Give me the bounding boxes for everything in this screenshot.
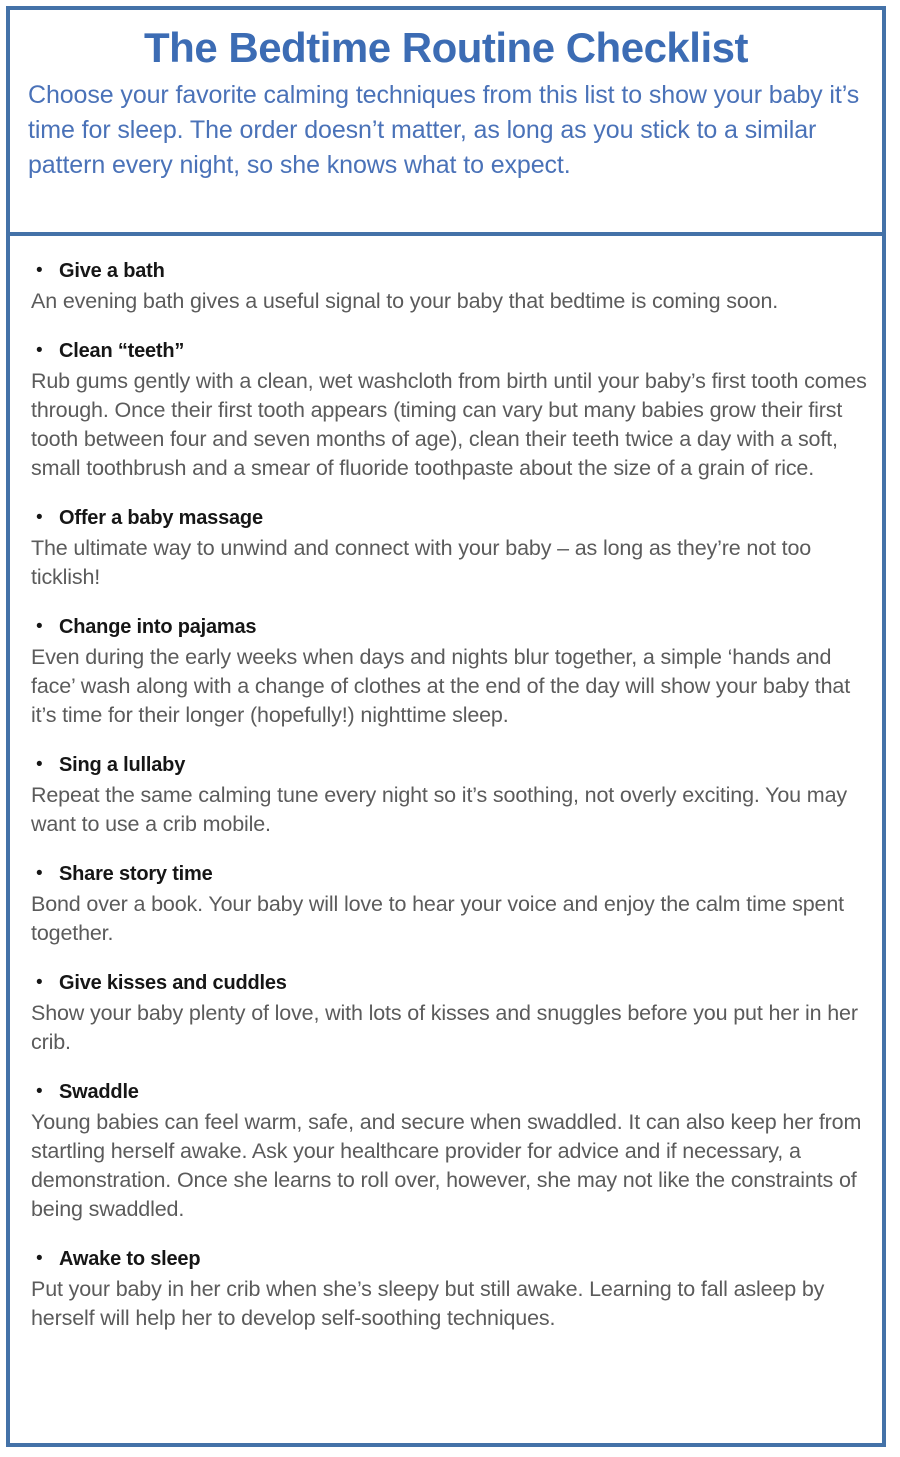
list-item-title: Give kisses and cuddles bbox=[59, 972, 287, 994]
card-header bbox=[10, 10, 882, 236]
intro-paragraph: Choose your favorite calming techniques from this list to show your baby it’s time for sleep. The order doesn’t matter, as long as you stick to a similar pattern every night, so she knows what to expect. bbox=[28, 81, 860, 180]
bullet-icon: • bbox=[36, 1248, 43, 1269]
list-item-description: Even during the early weeks when days and nights blur together, a simple ‘hands and face’ wash along with a change of clothes at the end of the day will show your baby that it’s time for their longer (hopefully!) nighttime sleep. bbox=[31, 645, 851, 727]
checklist-card bbox=[6, 6, 886, 1447]
list-item bbox=[31, 861, 868, 948]
list-item bbox=[31, 614, 868, 730]
bullet-icon: • bbox=[36, 1081, 43, 1102]
list-item-description: Show your baby plenty of love, with lots of kisses and snuggles before you put her in her crib. bbox=[31, 1001, 858, 1054]
list-item-description: Bond over a book. Your baby will love to hear your voice and enjoy the calm time spent together. bbox=[31, 892, 844, 945]
list-item-heading bbox=[31, 752, 868, 778]
list-item-description: Repeat the same calming tune every night so it’s soothing, not overly exciting. You may want to use a crib mobile. bbox=[31, 783, 847, 836]
list-item-heading bbox=[31, 861, 868, 887]
list-item-description: Rub gums gently with a clean, wet washcloth from birth until your baby’s first tooth comes through. Once their first tooth appears (timing can vary but many babies grow their first tooth between four and seven months of age), clean their teeth twice a day with a soft, small toothbrush and a smear of fluoride toothpaste about the size of a grain of rice. bbox=[31, 369, 867, 480]
list-item bbox=[31, 970, 868, 1057]
list-item-title: Clean “teeth” bbox=[59, 340, 185, 362]
list-item-heading bbox=[31, 1079, 868, 1105]
bullet-icon: • bbox=[36, 754, 43, 775]
list-item-description: An evening bath gives a useful signal to your baby that bedtime is coming soon. bbox=[31, 289, 779, 313]
list-item-description: Put your baby in her crib when she’s sleepy but still awake. Learning to fall asleep by herself will help her to develop self-soothing techniques. bbox=[31, 1277, 825, 1330]
list-item-title: Share story time bbox=[59, 863, 213, 885]
bullet-icon: • bbox=[36, 340, 43, 361]
list-item-title: Give a bath bbox=[59, 260, 165, 282]
list-item bbox=[31, 505, 868, 592]
list-item-heading bbox=[31, 505, 868, 531]
list-item bbox=[31, 338, 868, 483]
bullet-icon: • bbox=[36, 260, 43, 281]
list-item-title: Swaddle bbox=[59, 1081, 139, 1103]
page-title: The Bedtime Routine Checklist bbox=[144, 24, 748, 71]
bullet-icon: • bbox=[36, 863, 43, 884]
list-item-title: Sing a lullaby bbox=[59, 754, 186, 776]
bullet-icon: • bbox=[36, 972, 43, 993]
bullet-icon: • bbox=[36, 507, 43, 528]
list-item-title: Change into pajamas bbox=[59, 616, 257, 638]
list-item-heading bbox=[31, 1246, 868, 1272]
list-item-heading bbox=[31, 258, 868, 284]
list-item bbox=[31, 258, 868, 316]
bullet-icon: • bbox=[36, 616, 43, 637]
list-item bbox=[31, 752, 868, 839]
list-item-description: Young babies can feel warm, safe, and secure when swaddled. It can also keep her from startling herself awake. Ask your healthcare provider for advice and if necessary, a demonstration. Once she learns to roll over, however, she may not like the constraints of being swaddled. bbox=[31, 1110, 862, 1221]
checklist-items-list bbox=[10, 236, 882, 1343]
list-item bbox=[31, 1079, 868, 1224]
list-item bbox=[31, 1246, 868, 1333]
list-item-heading bbox=[31, 338, 868, 364]
list-item-heading bbox=[31, 614, 868, 640]
list-item-heading bbox=[31, 970, 868, 996]
list-item-description: The ultimate way to unwind and connect with your baby – as long as they’re not too ticklish! bbox=[31, 536, 812, 589]
list-item-title: Awake to sleep bbox=[59, 1248, 201, 1270]
list-item-title: Offer a baby massage bbox=[59, 507, 263, 529]
